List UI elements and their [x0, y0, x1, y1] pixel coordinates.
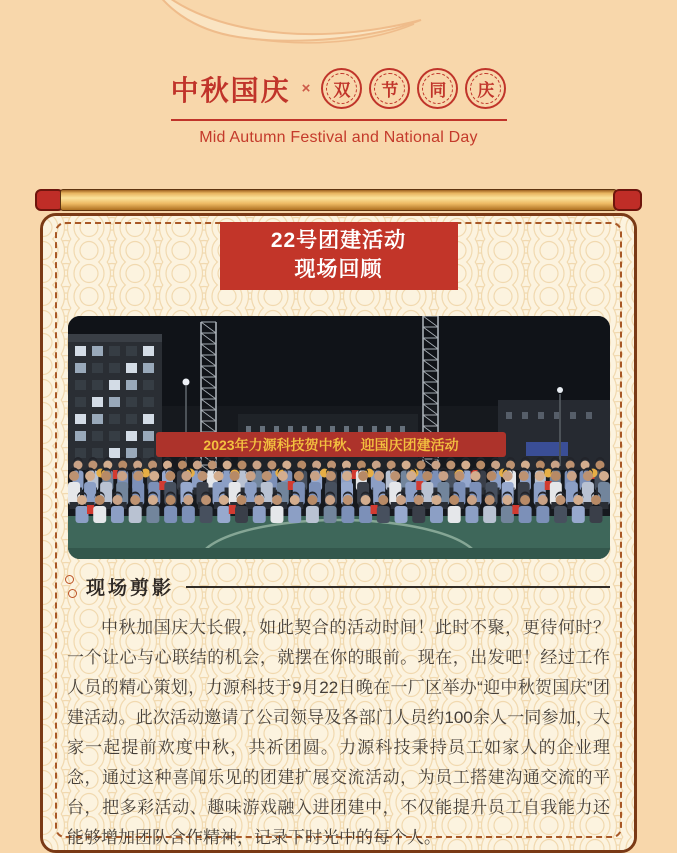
badge-char-2: 节 [374, 73, 405, 104]
event-photo[interactable] [68, 316, 610, 559]
page-title: 中秋国庆 [170, 74, 291, 106]
double-circle-icon [65, 575, 77, 598]
banner-line-2: 现场回顾 [294, 258, 383, 281]
banner-line-1: 22号团建活动 [270, 229, 407, 252]
badge-char-4: 庆 [470, 73, 501, 104]
festival-badges [321, 68, 506, 109]
heading-rule [186, 586, 610, 588]
header [0, 0, 677, 147]
section-heading [65, 573, 610, 600]
photo-banner-text: 2023年力源科技贺中秋、迎国庆团建活动 [202, 437, 459, 453]
badge-char-3: 同 [422, 73, 453, 104]
article-paragraph: 中秋加国庆大长假，如此契合的活动时间！此时不聚，更待何时？一个让心与心联结的机会，就摆在你的眼前。现在，出发吧！经过工作人员的精心策划，力源科技于9月22日晚在一厂区举办“迎中秋贺国庆”团建活动。此次活动邀请了公司领导及各部门人员约100余人一同参加，大家一起提前欢度中秋，共祈团圆。力源科技秉持员工如家人的企业理念，通过这种喜闻乐见的团建扩展交流活动，为员工搭建沟通交流的平台，把多彩活动、趣味游戏融入进团建中，不仅能提升员工自我能力还能够增加团队合作精神，记录下时光中的每个人。 [67, 618, 610, 847]
event-banner [220, 222, 458, 290]
scroll-rod-right-cap [613, 189, 642, 211]
scroll-rod [35, 188, 642, 212]
section-heading-text: 现场剪影 [86, 578, 175, 599]
title-row [0, 68, 677, 109]
scroll-rod-shaft [60, 189, 617, 211]
photo-banner [156, 432, 506, 457]
title-underline [171, 119, 507, 121]
subtitle: Mid Autumn Festival and National Day [199, 129, 478, 146]
festival-badge-3 [417, 68, 458, 109]
festival-badge-2 [369, 68, 410, 109]
badge-char-1: 双 [326, 73, 357, 104]
content-panel [40, 213, 637, 853]
times-icon: × [301, 80, 311, 97]
left-building [68, 334, 162, 470]
group-photo-illustration [68, 316, 610, 559]
festival-badge-4 [465, 68, 506, 109]
festival-badge-1 [321, 68, 362, 109]
